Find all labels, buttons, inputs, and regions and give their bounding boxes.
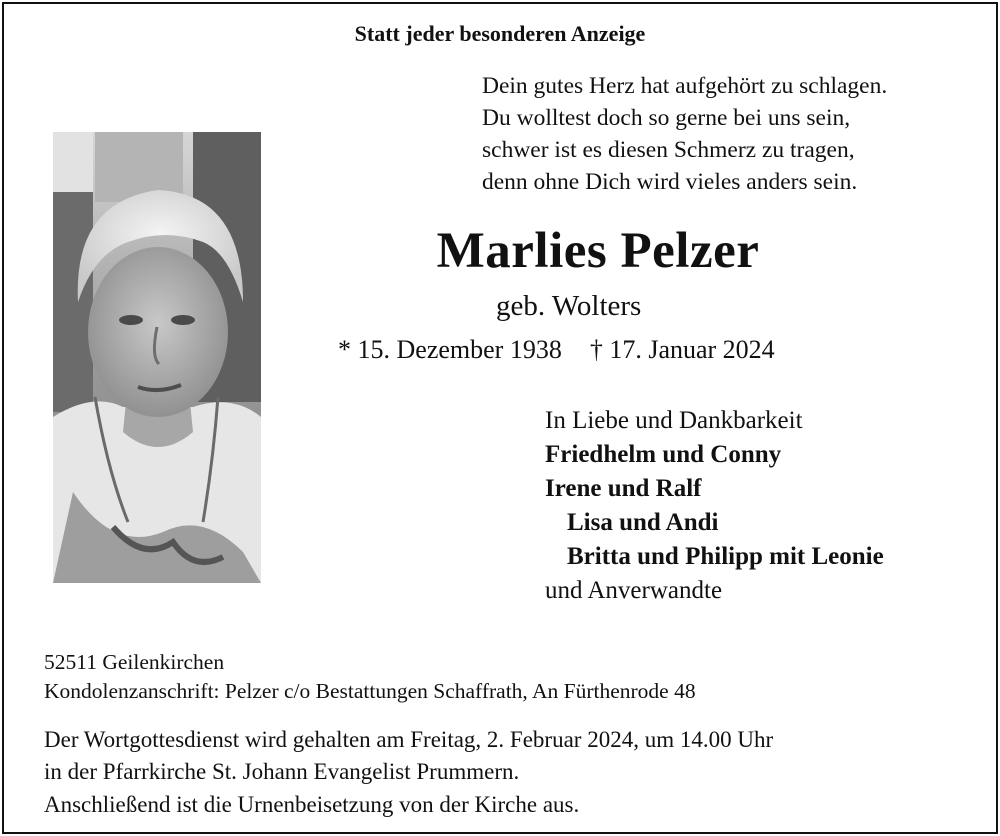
poem-line: schwer ist es diesen Schmerz zu tragen, [482,137,855,163]
address-block [44,648,696,706]
poem [482,70,887,198]
portrait-photo [53,132,261,583]
city-line: 52511 Geilenkirchen [44,650,225,674]
mourner-name: Britta und Philipp mit Leonie [567,543,884,570]
service-info [44,724,773,788]
service-line: Der Wortgottesdienst wird gehalten am Freitag, 2. Februar 2024, um 14.00 Uhr [44,727,774,752]
poem-line: Du wolltest doch so gerne bei uns sein, [482,105,851,131]
death-date: † 17. Januar 2024 [589,335,775,364]
mourner-name: Irene und Ralf [545,475,702,502]
mourners-outro: und Anverwandte [545,577,723,604]
deceased-name: Marlies Pelzer [436,223,760,279]
birth-date: * 15. Dezember 1938 [338,335,562,364]
maiden-name: geb. Wolters [496,290,642,322]
poem-line: denn ohne Dich wird vieles anders sein. [482,169,858,195]
notice-header: Statt jeder besonderen Anzeige [354,21,646,46]
mourners-intro: In Liebe und Dankbarkeit [545,407,803,434]
burial-note: Anschließend ist die Urnenbeisetzung von der Kirche aus. [44,792,580,817]
mourner-name: Lisa und Andi [567,509,719,536]
life-dates [338,335,775,365]
mourners-list [545,404,884,608]
service-line: in der Pfarrkirche St. Johann Evangelist Prummern. [44,759,520,784]
mourner-name: Friedhelm und Conny [545,441,782,468]
poem-line: Dein gutes Herz hat aufgehört zu schlagen. [482,73,888,99]
condolence-address: Kondolenzanschrift: Pelzer c/o Bestattungen Schaffrath, An Fürthenrode 48 [44,679,696,703]
